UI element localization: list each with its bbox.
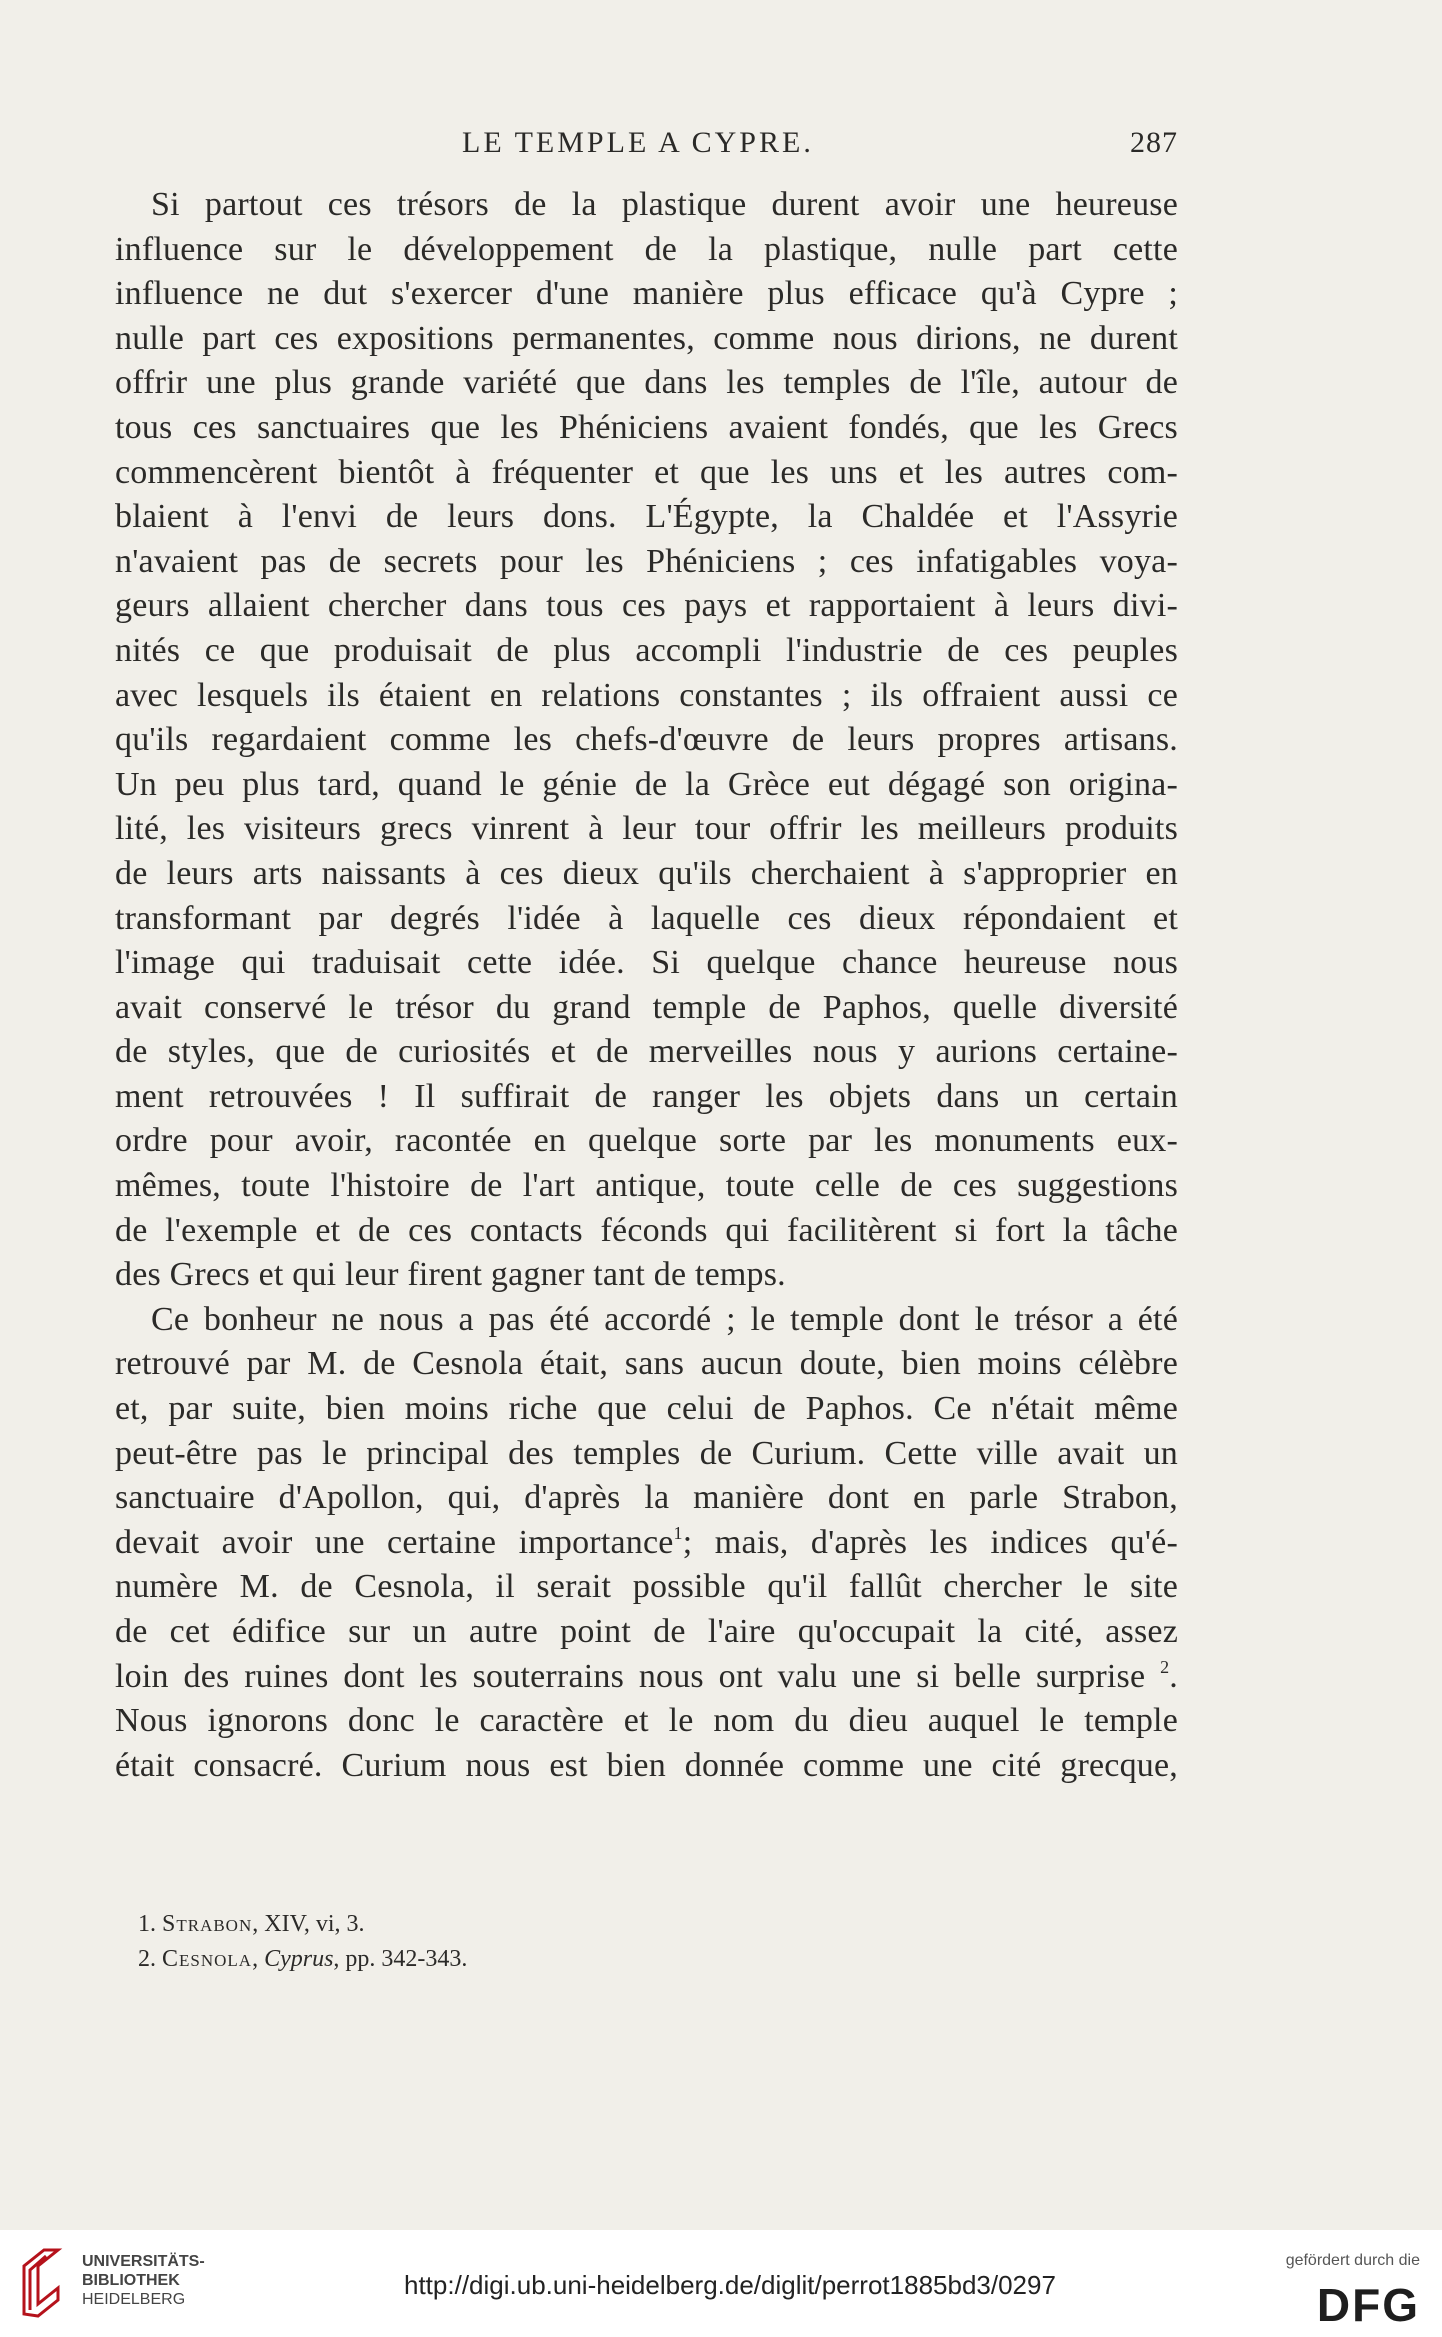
footnote-number: 2. — [138, 1946, 156, 1972]
footnote-pages: , pp. 342-343. — [333, 1946, 468, 1972]
text-line: ment retrouvées ! Il suffirait de ranger les objets dans un certain — [115, 1077, 1178, 1115]
institution-name — [82, 2252, 205, 2309]
library-logo-icon — [18, 2244, 64, 2320]
digitization-footer — [0, 2230, 1442, 2337]
text-line-with-note — [115, 1521, 1178, 1566]
text-line: influence sur le développement de la plastique, nulle part cette — [115, 230, 1178, 268]
text-line: n'avaient pas de secrets pour les Phéniciens ; ces infatigables voya- — [115, 542, 1178, 580]
text-line: l'image qui traduisait cette idée. Si quelque chance heureuse nous — [115, 944, 1178, 982]
text-line: ordre pour avoir, racontée en quelque sorte par les monuments eux- — [115, 1122, 1178, 1160]
paragraph-1 — [115, 183, 1178, 1298]
page-header — [115, 126, 1178, 166]
text-line: de cet édifice sur un autre point de l'aire qu'occupait la cité, assez — [115, 1613, 1178, 1650]
footnote-ref: , XIV, vi, 3. — [252, 1911, 365, 1937]
text-line: Nous ignorons donc le caractère et le nom du dieu auquel le temple — [115, 1702, 1178, 1740]
text-line: Ce bonheur ne nous a pas été accordé ; le temple dont le trésor a été — [151, 1300, 1178, 1338]
footnote-sep: , — [252, 1946, 265, 1972]
dfg-logo: DFG — [1316, 2279, 1420, 2331]
text-line: de styles, que de curiosités et de merveilles nous y aurions certaine- — [115, 1033, 1178, 1071]
footnote-ref-2: 2 — [1160, 1656, 1170, 1677]
text-line: avec lesquels ils étaient en relations constantes ; ils offraient aussi ce — [115, 676, 1178, 714]
text-line: offrir une plus grande variété que dans les temples de l'île, autour de — [115, 364, 1178, 402]
page-number: 287 — [1130, 126, 1178, 159]
footnote-ref-1: 1 — [673, 1522, 683, 1543]
funded-by-label: gefördert durch die — [1285, 2252, 1420, 2269]
text-line: Si partout ces trésors de la plastique durent avoir une heureuse — [151, 186, 1178, 223]
footnote-2 — [138, 1942, 1038, 1977]
text-line: numère M. de Cesnola, il serait possible qu'il fallût chercher le site — [115, 1568, 1178, 1606]
footnote-1 — [138, 1907, 1038, 1942]
institution-line: BIBLIOTHEK — [82, 2272, 180, 2289]
text-line: avait conservé le trésor du grand temple de Paphos, quelle diversité — [115, 988, 1178, 1026]
line-text: ; mais, d'après les indices qu'é- — [682, 1523, 1178, 1561]
text-line: et, par suite, bien moins riche que celui de Paphos. Ce n'était même — [115, 1390, 1178, 1428]
text-line: peut-être pas le principal des temples de Curium. Cette ville avait un — [115, 1434, 1178, 1472]
line-text: loin des ruines dont les souterrains nous ont valu une si belle surprise — [115, 1657, 1146, 1695]
text-line: mêmes, toute l'histoire de l'art antique, toute celle de ces suggestions — [115, 1167, 1178, 1205]
text-line: Un peu plus tard, quand le génie de la Grèce eut dégagé son origina- — [115, 765, 1178, 803]
text-line: qu'ils regardaient comme les chefs-d'œuvre de leurs propres artisans. — [115, 721, 1178, 759]
text-line: transformant par degrés l'idée à laquelle ces dieux répondaient et — [115, 899, 1178, 937]
text-line: des Grecs et qui leur firent gagner tant de temps. — [115, 1256, 786, 1294]
text-line: nités ce que produisait de plus accompli l'industrie de ces peuples — [115, 631, 1178, 669]
footnotes — [138, 1907, 1038, 1977]
line-text: . — [1169, 1657, 1178, 1695]
line-text: devait avoir une certaine importance — [115, 1523, 674, 1561]
footnote-work: Cyprus — [264, 1946, 334, 1972]
footnote-author: Cesnola — [162, 1946, 253, 1972]
footnote-author: Strabon — [162, 1911, 253, 1937]
footnote-number: 1. — [138, 1911, 156, 1937]
text-line-with-note — [115, 1655, 1178, 1700]
text-line: tous ces sanctuaires que les Phéniciens avaient fondés, que les Grecs — [115, 408, 1178, 446]
body-text — [115, 183, 1178, 1788]
running-title: LE TEMPLE A CYPRE. — [462, 126, 814, 159]
text-line: de leurs arts naissants à ces dieux qu'ils cherchaient à s'approprier en — [115, 854, 1178, 892]
text-line: de l'exemple et de ces contacts féconds qui facilitèrent si fort la tâche — [115, 1211, 1178, 1249]
institution-line: HEIDELBERG — [82, 2291, 186, 2308]
text-line: retrouvé par M. de Cesnola était, sans aucun doute, bien moins célèbre — [115, 1345, 1178, 1383]
text-line: lité, les visiteurs grecs vinrent à leur tour offrir les meilleurs produits — [115, 810, 1178, 848]
permalink-url[interactable]: http://digi.ub.uni-heidelberg.de/diglit/perrot1885bd3/0297 — [404, 2270, 1056, 2300]
institution-line: UNIVERSITÄTS- — [82, 2253, 205, 2270]
text-line: geurs allaient chercher dans tous ces pays et rapportaient à leurs divi- — [115, 587, 1178, 625]
text-line: nulle part ces expositions permanentes, comme nous dirions, ne durent — [115, 319, 1178, 357]
paragraph-2 — [115, 1298, 1178, 1789]
text-line: était consacré. Curium nous est bien donnée comme une cité grecque, — [115, 1746, 1178, 1784]
text-line: commencèrent bientôt à fréquenter et que les uns et les autres com- — [115, 453, 1178, 491]
text-line: blaient à l'envi de leurs dons. L'Égypte, la Chaldée et l'Assyrie — [115, 498, 1178, 536]
text-line: influence ne dut s'exercer d'une manière plus efficace qu'à Cypre ; — [115, 275, 1178, 313]
text-line: sanctuaire d'Apollon, qui, d'après la manière dont en parle Strabon, — [115, 1479, 1178, 1517]
